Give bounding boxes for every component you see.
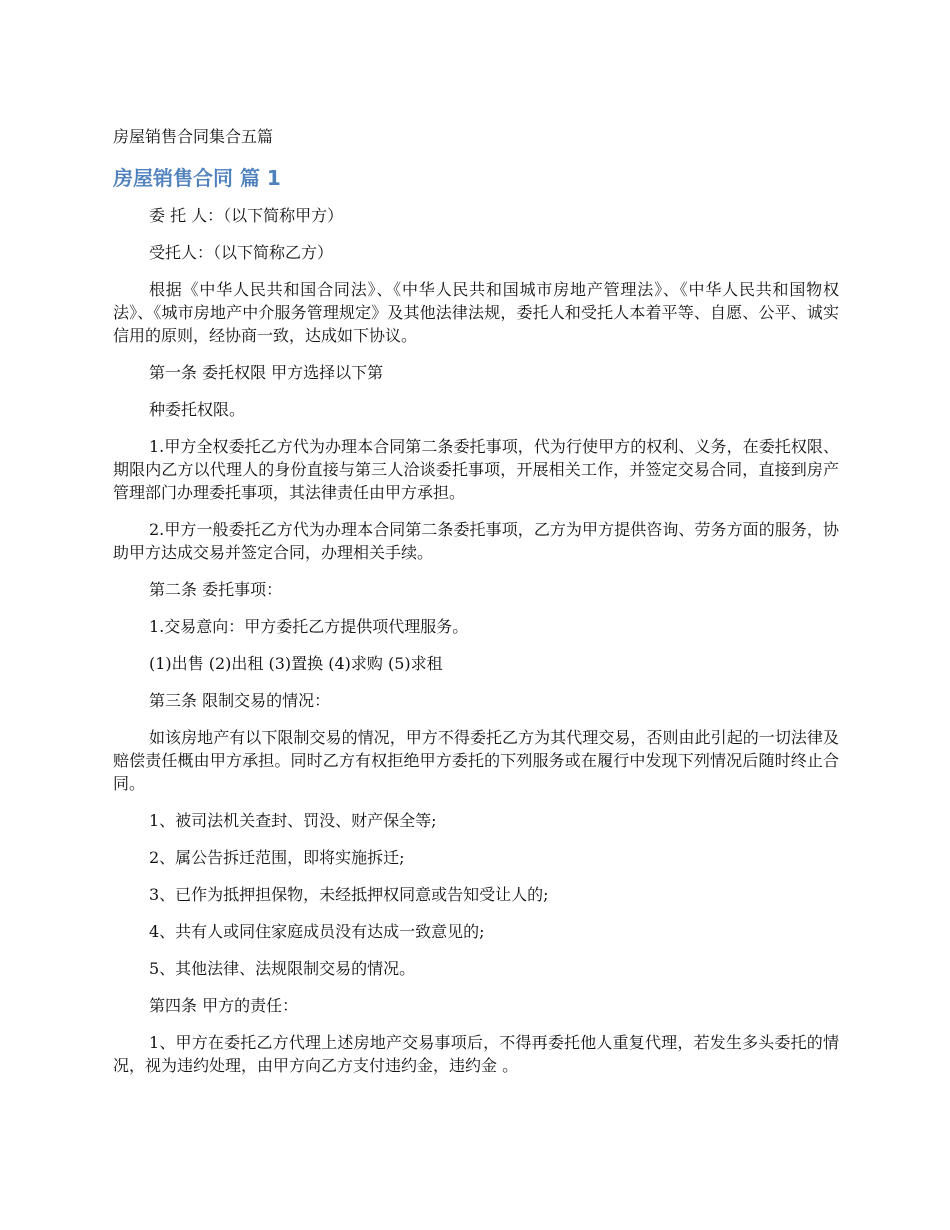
paragraph-full-authority: 1.甲方全权委托乙方代为办理本合同第二条委托事项，代为行使甲方的权利、义务，在委托权限、期限内乙方以代理人的身份直接与第三人洽谈委托事项，开展相关工作，并签定交易合同，直接到房产管理部门办理委托事项，其法律责任由甲方承担。 (113, 437, 839, 502)
paragraph-general-authority: 2.甲方一般委托乙方代为办理本合同第二条委托事项，乙方为甲方提供咨询、劳务方面的服务，协助甲方达成交易并签定合同，办理相关手续。 (113, 520, 839, 562)
paragraph-restriction-5: 5、其他法律、法规限制交易的情况。 (149, 959, 416, 978)
section-heading: 房屋销售合同 篇 1 (113, 166, 281, 190)
document-title: 房屋销售合同集合五篇 (113, 127, 274, 146)
paragraph-restrictions: 如该房地产有以下限制交易的情况，甲方不得委托乙方为其代理交易，否则由此引起的一切法律及赔偿责任概由甲方承担。同时乙方有权拒绝甲方委托的下列服务或在履行中发现下列情况后随时终止合同。 (113, 728, 839, 793)
paragraph-article-1-cont: 种委托权限。 (149, 400, 246, 419)
paragraph-article-1: 第一条 委托权限 甲方选择以下第 (149, 363, 384, 382)
paragraph-article-4: 第四条 甲方的责任： (149, 996, 299, 1015)
paragraph-principal: 委 托 人：（以下简称甲方） (149, 206, 344, 225)
paragraph-article-2: 第二条 委托事项： (149, 580, 283, 599)
paragraph-legal-basis: 根据《中华人民共和国合同法》、《中华人民共和国城市房地产管理法》、《中华人民共和国物权法》、《城市房地产中介服务管理规定》及其他法律法规，委托人和受托人本着平等、自愿、公平、诚实信用的原则，经协商一致，达成如下协议。 (113, 280, 839, 345)
paragraph-restriction-1: 1、被司法机关查封、罚没、财产保全等; (149, 811, 437, 830)
paragraph-restriction-2: 2、属公告拆迁范围，即将实施拆迁; (149, 848, 405, 867)
document-body (113, 204, 839, 1091)
paragraph-article-3: 第三条 限制交易的情况： (149, 691, 331, 710)
paragraph-transaction-intent: 1.交易意向：甲方委托乙方提供项代理服务。 (149, 617, 469, 636)
paragraph-restriction-4: 4、共有人或同住家庭成员没有达成一致意见的; (149, 922, 485, 941)
paragraph-transaction-options: (1)出售 (2)出租 (3)置换 (4)求购 (5)求租 (149, 654, 443, 673)
paragraph-party-a-duty-1: 1、甲方在委托乙方代理上述房地产交易事项后，不得再委托他人重复代理，若发生多头委托的情况，视为违约处理，由甲方向乙方支付违约金，违约金 。 (113, 1033, 839, 1075)
paragraph-restriction-3: 3、已作为抵押担保物，未经抵押权同意或告知受让人的; (149, 885, 549, 904)
paragraph-agent: 受托人：（以下简称乙方） (149, 243, 334, 262)
